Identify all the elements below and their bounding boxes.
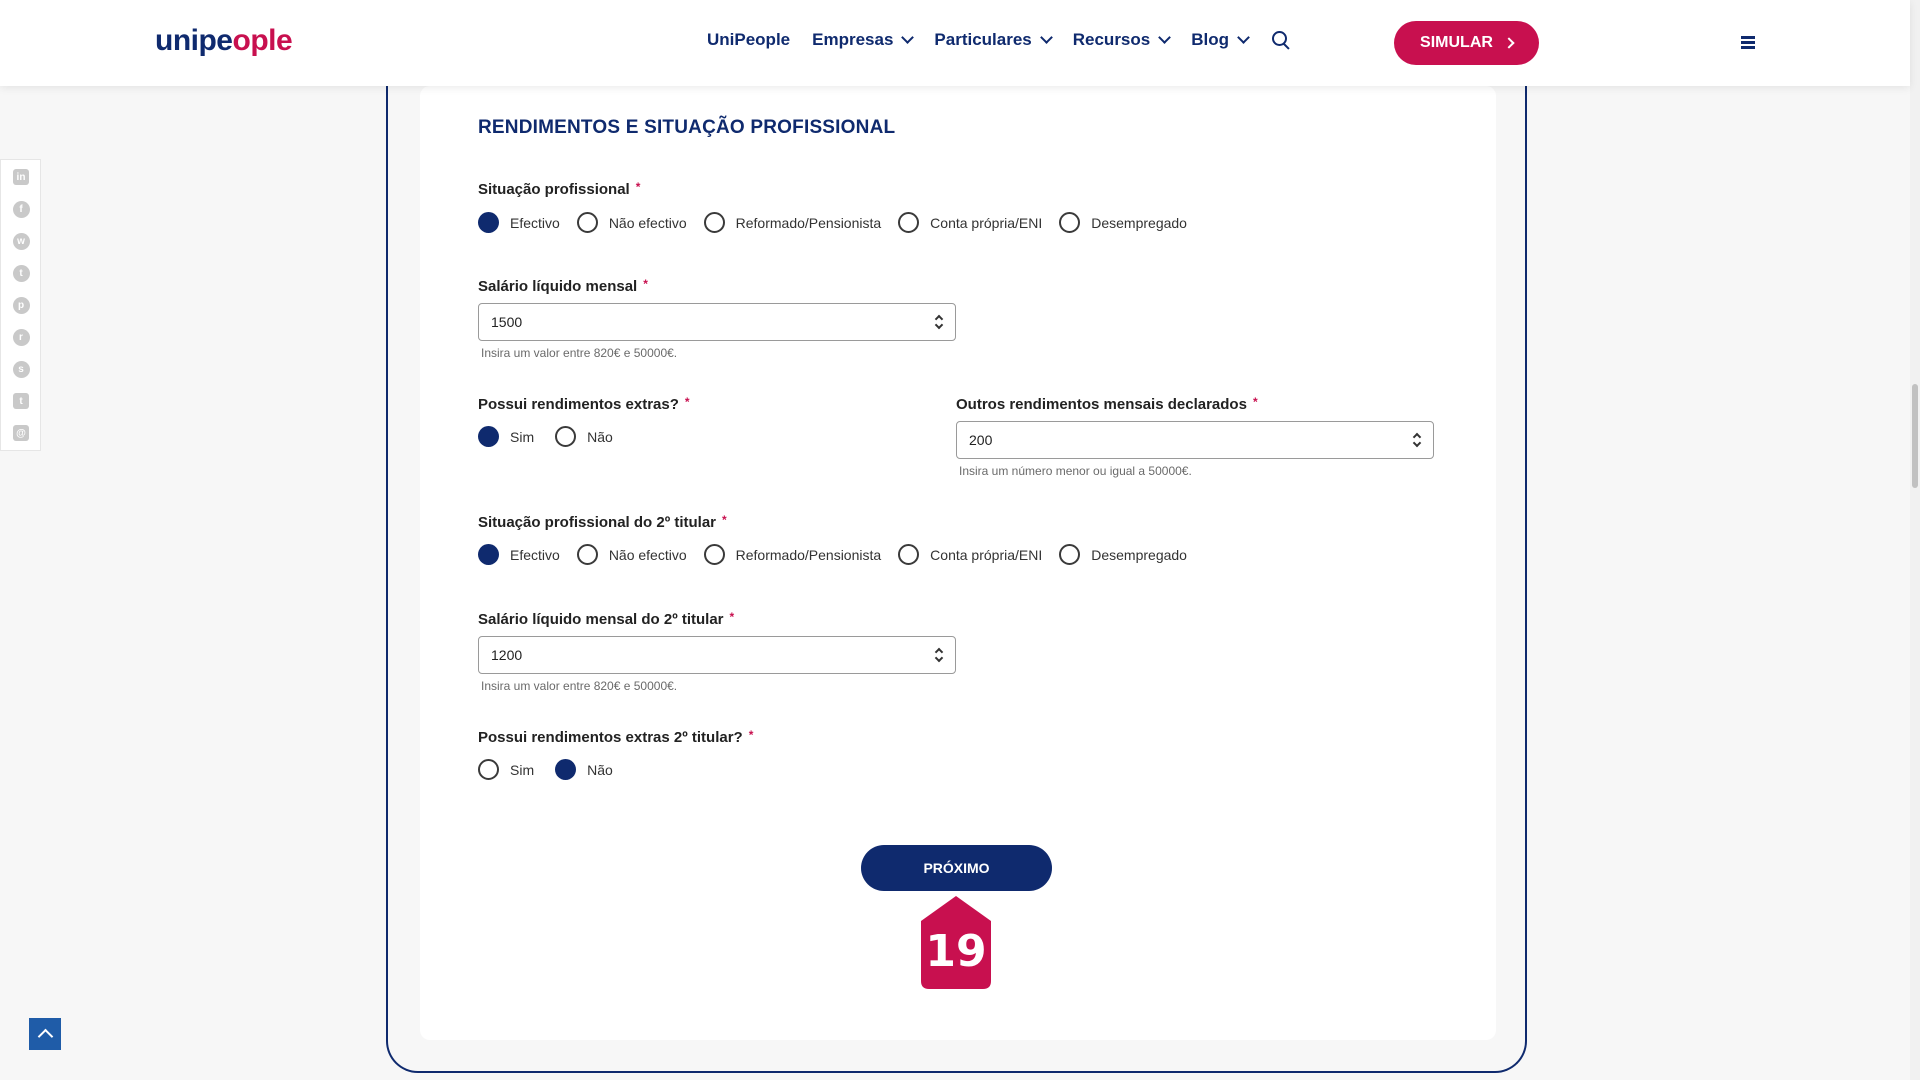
chevron-right-icon bbox=[1503, 37, 1514, 48]
site-header bbox=[0, 0, 1910, 86]
required-mark: * bbox=[748, 728, 754, 742]
logo-text-red: ople bbox=[232, 24, 293, 57]
radio-label: Sim bbox=[510, 761, 535, 778]
search-icon[interactable] bbox=[1272, 31, 1290, 49]
radio-dot[interactable] bbox=[1059, 544, 1080, 565]
nav-label: Recursos bbox=[1072, 30, 1151, 49]
salario-input[interactable] bbox=[478, 303, 956, 341]
next-button[interactable]: PRÓXIMO bbox=[861, 845, 1052, 891]
extras-radio-group bbox=[478, 426, 630, 447]
radio-label: Efectivo bbox=[510, 546, 560, 563]
radio-dot[interactable] bbox=[478, 759, 499, 780]
radio-conta-propria-2[interactable] bbox=[898, 544, 1042, 565]
salario2-hint: Insira um valor entre 820€ e 50000€. bbox=[481, 679, 678, 693]
radio-dot[interactable] bbox=[478, 544, 499, 565]
radio-nao-efectivo-2[interactable] bbox=[577, 544, 687, 565]
radio-dot[interactable] bbox=[1059, 212, 1080, 233]
radio-dot[interactable] bbox=[898, 212, 919, 233]
reddit-icon[interactable]: r bbox=[12, 328, 30, 346]
extras2-radio-group bbox=[478, 759, 630, 780]
share-sidebar bbox=[0, 159, 41, 451]
spinner-icon[interactable] bbox=[934, 314, 944, 332]
page-scrollbar[interactable] bbox=[1910, 0, 1920, 1080]
radio-label: Conta própria/ENI bbox=[930, 214, 1043, 231]
radio-label: Desempregado bbox=[1091, 546, 1187, 563]
radio-label: Não bbox=[587, 761, 613, 778]
label-text: Situação profissional bbox=[478, 181, 630, 198]
radio-reformado[interactable] bbox=[704, 212, 882, 233]
required-mark: * bbox=[1252, 395, 1258, 409]
situacao-label bbox=[478, 180, 640, 198]
spinner-icon[interactable] bbox=[934, 647, 944, 665]
main-nav bbox=[707, 30, 1290, 50]
salario-label bbox=[478, 277, 648, 295]
linkedin-icon[interactable]: in bbox=[12, 168, 30, 186]
label-text: Salário líquido mensal do 2º titular bbox=[478, 611, 724, 628]
radio-dot[interactable] bbox=[704, 544, 725, 565]
radio-conta-propria[interactable] bbox=[898, 212, 1042, 233]
radio-efectivo[interactable] bbox=[478, 212, 560, 233]
skype-icon[interactable]: s bbox=[12, 360, 30, 378]
radio-label: Reformado/Pensionista bbox=[735, 546, 882, 563]
label-text: Salário líquido mensal bbox=[478, 278, 638, 295]
radio-nao-2[interactable] bbox=[555, 759, 613, 780]
radio-dot[interactable] bbox=[478, 212, 499, 233]
required-mark: * bbox=[722, 513, 727, 527]
salario2-input[interactable] bbox=[478, 636, 956, 674]
required-mark: * bbox=[635, 180, 641, 194]
extras-label bbox=[478, 395, 690, 413]
situacao2-radio-group bbox=[478, 544, 1204, 565]
radio-desempregado[interactable] bbox=[1059, 212, 1187, 233]
input-value: 200 bbox=[969, 432, 993, 448]
section-title: RENDIMENTOS E SITUAÇÃO PROFISSIONAL bbox=[478, 117, 896, 138]
radio-sim-2[interactable] bbox=[478, 759, 534, 780]
chevron-down-icon bbox=[1237, 31, 1250, 44]
spinner-icon[interactable] bbox=[1412, 432, 1422, 450]
outros-input[interactable] bbox=[956, 421, 1434, 459]
radio-dot[interactable] bbox=[898, 544, 919, 565]
radio-dot[interactable] bbox=[577, 212, 598, 233]
email-icon[interactable]: @ bbox=[12, 424, 30, 442]
label-text: Possui rendimentos extras 2º titular? bbox=[478, 729, 743, 746]
outros-label bbox=[956, 395, 1258, 413]
nav-unipeople[interactable] bbox=[707, 30, 790, 50]
scrollbar-thumb[interactable] bbox=[1912, 384, 1918, 488]
facebook-icon[interactable]: f bbox=[12, 200, 30, 218]
radio-label: Não efectivo bbox=[608, 546, 687, 563]
unipeople-logo[interactable] bbox=[155, 24, 292, 58]
pinterest-icon[interactable]: p bbox=[12, 296, 30, 314]
chevron-down-icon bbox=[1040, 31, 1053, 44]
required-mark: * bbox=[684, 395, 690, 409]
situacao-radio-group bbox=[478, 212, 1204, 233]
radio-dot[interactable] bbox=[555, 426, 576, 447]
whatsapp-icon[interactable]: w bbox=[12, 232, 30, 250]
radio-efectivo-2[interactable] bbox=[478, 544, 560, 565]
radio-dot[interactable] bbox=[478, 426, 499, 447]
nav-particulares[interactable] bbox=[934, 30, 1050, 50]
radio-reformado-2[interactable] bbox=[704, 544, 882, 565]
radio-label: Desempregado bbox=[1091, 214, 1187, 231]
situacao2-label bbox=[478, 513, 727, 531]
nav-empresas[interactable] bbox=[812, 30, 912, 50]
radio-dot[interactable] bbox=[577, 544, 598, 565]
radio-desempregado-2[interactable] bbox=[1059, 544, 1187, 565]
logo-text-blue: unipe bbox=[155, 24, 233, 57]
required-mark: * bbox=[643, 277, 648, 291]
nav-blog[interactable] bbox=[1191, 30, 1248, 50]
nav-label: Particulares bbox=[934, 30, 1032, 49]
extras2-label bbox=[478, 728, 753, 746]
salario-hint: Insira um valor entre 820€ e 50000€. bbox=[481, 346, 678, 360]
chevron-down-icon bbox=[902, 31, 915, 44]
label-text: Situação profissional do 2º titular bbox=[478, 514, 717, 531]
radio-sim[interactable] bbox=[478, 426, 534, 447]
radio-label: Não bbox=[587, 428, 613, 445]
radio-label: Conta própria/ENI bbox=[930, 546, 1043, 563]
radio-dot[interactable] bbox=[704, 212, 725, 233]
input-value: 1500 bbox=[491, 314, 523, 330]
simular-button[interactable] bbox=[1394, 21, 1539, 65]
radio-nao-efectivo[interactable] bbox=[577, 212, 687, 233]
radio-label: Efectivo bbox=[510, 214, 560, 231]
input-value: 1200 bbox=[491, 647, 523, 663]
nav-label: UniPeople bbox=[707, 30, 791, 49]
salario2-label bbox=[478, 610, 734, 628]
menu-icon[interactable] bbox=[1741, 36, 1755, 49]
radio-dot[interactable] bbox=[555, 759, 576, 780]
required-mark: * bbox=[729, 610, 735, 624]
radio-label: Reformado/Pensionista bbox=[735, 214, 882, 231]
label-text: Outros rendimentos mensais declarados bbox=[956, 396, 1247, 413]
tumblr-icon[interactable]: t bbox=[12, 392, 30, 410]
radio-label: Sim bbox=[510, 428, 535, 445]
outros-hint: Insira um número menor ou igual a 50000€. bbox=[959, 464, 1192, 478]
scroll-to-top-button[interactable] bbox=[29, 1018, 61, 1050]
step-number: 19 bbox=[925, 926, 987, 977]
step-badge bbox=[921, 896, 991, 989]
simular-label: SIMULAR bbox=[1420, 34, 1493, 51]
nav-label: Blog bbox=[1191, 30, 1230, 49]
label-text: Possui rendimentos extras? bbox=[478, 396, 679, 413]
radio-label: Não efectivo bbox=[608, 214, 687, 231]
radio-nao[interactable] bbox=[555, 426, 613, 447]
chevron-down-icon bbox=[1158, 31, 1171, 44]
twitter-icon[interactable]: t bbox=[12, 264, 30, 282]
nav-label: Empresas bbox=[812, 30, 894, 49]
nav-recursos[interactable] bbox=[1073, 30, 1169, 50]
